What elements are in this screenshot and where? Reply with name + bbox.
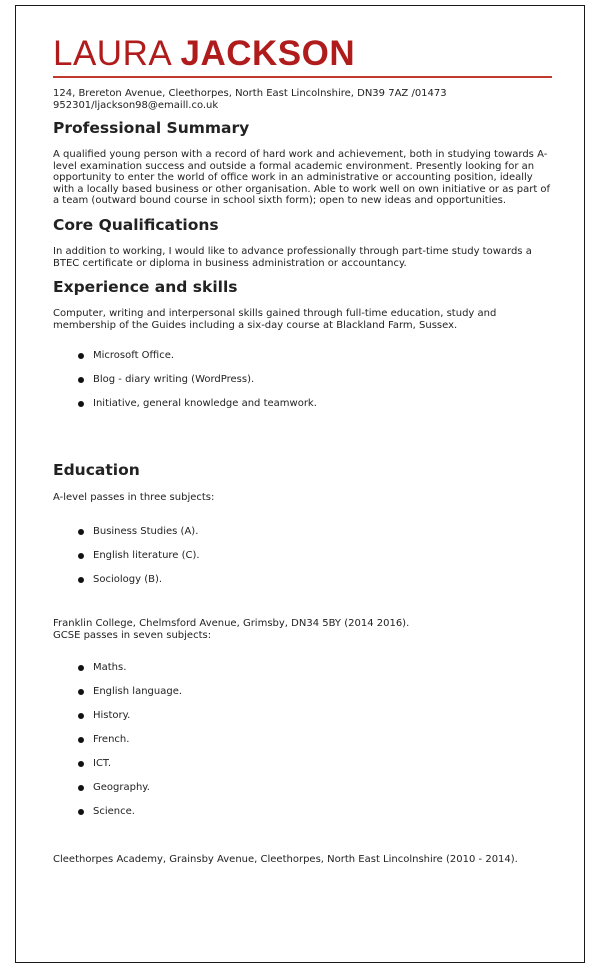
bullet-icon	[78, 761, 84, 767]
list-item	[53, 526, 553, 550]
list-item	[53, 734, 553, 758]
list-item	[53, 662, 553, 686]
candidate-name	[53, 34, 553, 74]
list-item	[53, 710, 553, 734]
list-item	[53, 350, 553, 374]
bullet-icon	[78, 529, 84, 535]
list-item-text: English literature (C).	[93, 549, 200, 561]
list-item-text: Maths.	[93, 662, 127, 674]
gcse-intro: GCSE passes in seven subjects:	[53, 629, 212, 641]
skills-list	[53, 350, 553, 422]
bullet-icon	[78, 689, 84, 695]
alevel-intro: A-level passes in three subjects:	[53, 492, 215, 504]
experience-text: Computer, writing and interpersonal skills gained through full-time education, study and membership of the Guides including a six-day course at Blackland Farm, Sussex.	[53, 308, 497, 331]
resume-page	[15, 5, 585, 963]
list-item-text: Science.	[93, 806, 135, 818]
bullet-icon	[78, 353, 84, 359]
summary-heading: Professional Summary	[53, 119, 250, 137]
list-item	[53, 574, 553, 598]
bullet-icon	[78, 377, 84, 383]
list-item-text: English language.	[93, 686, 183, 698]
header-divider	[53, 76, 552, 78]
list-item	[53, 374, 553, 398]
bullet-icon	[78, 809, 84, 815]
gcse-list	[53, 662, 553, 830]
list-item	[53, 806, 553, 830]
bullet-icon	[78, 785, 84, 791]
list-item-text: History.	[93, 710, 131, 722]
list-item-text: Geography.	[93, 782, 150, 794]
bullet-icon	[78, 665, 84, 671]
summary-text: A qualified young person with a record of hard work and achievement, both in studying towards A-level examination success and outside a formal academic environment. Presently looking for an opportunity to enter the world of office work in an administrative or accounting position, ideally with a locally based business or other organisation. Able to work well on own initiative or as part of a team (outward bound course in school sixth form); open to new ideas and opportunities.	[53, 149, 551, 207]
list-item	[53, 398, 553, 422]
list-item-text: Blog - diary writing (WordPress).	[93, 374, 255, 386]
last-name: JACKSON	[180, 34, 356, 73]
list-item	[53, 782, 553, 806]
college-line: Franklin College, Chelmsford Avenue, Grimsby, DN34 5BY (2014 2016).	[53, 617, 410, 629]
list-item-text: French.	[93, 734, 130, 746]
bullet-icon	[78, 553, 84, 559]
resume-content	[53, 34, 553, 866]
contact-line: 952301/ljackson98@emaill.co.uk	[53, 100, 219, 111]
list-item	[53, 550, 553, 574]
bullet-icon	[78, 577, 84, 583]
education-heading: Education	[53, 461, 140, 480]
bullet-icon	[78, 737, 84, 743]
first-name: LAURA	[53, 34, 171, 73]
academy-line: Cleethorpes Academy, Grainsby Avenue, Cleethorpes, North East Lincolnshire (2010 - 2014).	[53, 854, 518, 866]
list-item-text: Initiative, general knowledge and teamwork.	[93, 398, 317, 410]
qualifications-text: In addition to working, I would like to advance professionally through part-time study towards a BTEC certificate or diploma in business administration or accountancy.	[53, 245, 532, 269]
alevel-list	[53, 526, 553, 598]
qualifications-heading: Core Qualifications	[53, 215, 219, 234]
list-item	[53, 758, 553, 782]
bullet-icon	[78, 713, 84, 719]
list-item-text: ICT.	[93, 758, 112, 770]
contact-info	[53, 88, 553, 112]
list-item-text: Sociology (B).	[93, 573, 163, 585]
list-item	[53, 686, 553, 710]
bullet-icon	[78, 401, 84, 407]
contact-line: 124, Brereton Avenue, Cleethorpes, North East Lincolnshire, DN39 7AZ /01473	[53, 88, 447, 99]
experience-heading: Experience and skills	[53, 278, 238, 297]
list-item-text: Business Studies (A).	[93, 525, 199, 537]
list-item-text: Microsoft Office.	[93, 350, 175, 362]
